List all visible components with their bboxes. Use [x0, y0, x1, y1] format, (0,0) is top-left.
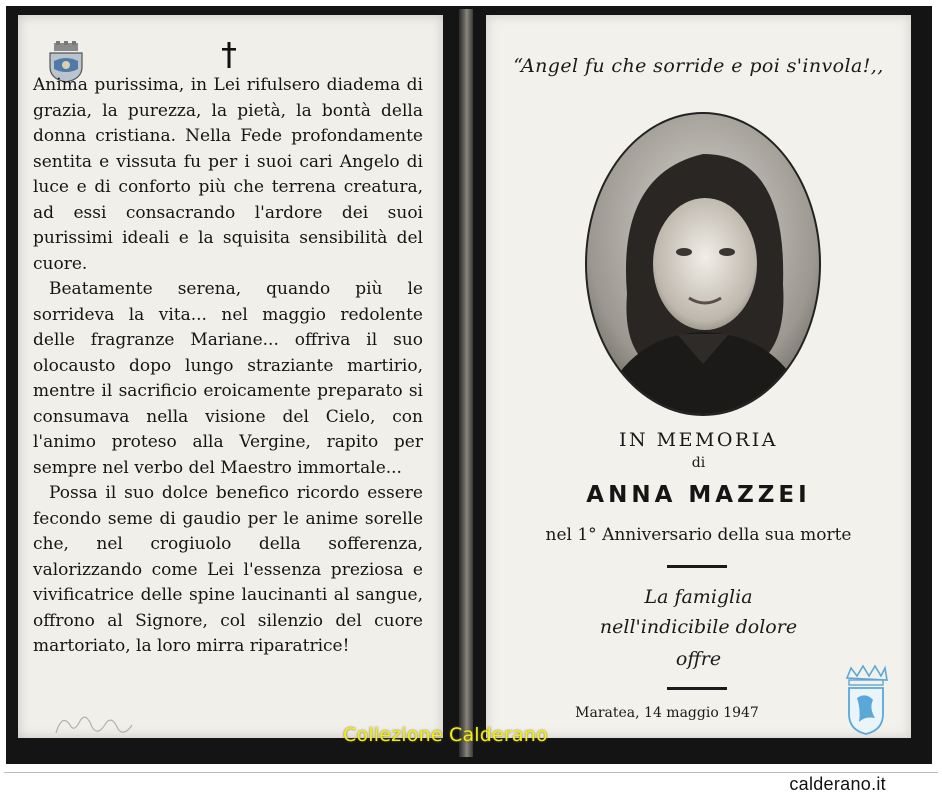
pencil-signature: [52, 703, 172, 743]
family-line-3: offre: [675, 648, 722, 670]
card-fold: [459, 9, 473, 757]
family-line-2: nell'indicibile dolore: [599, 616, 798, 638]
place-and-date: Maratea, 14 maggio 1947: [575, 705, 759, 721]
paragraph-2: Beatamente serena, quando più le sorrideva la vita... nel maggio redolente delle fragranze Mariane... offriva il suo olocausto dopo lungo straziante martirio, mentre il sacrificio eroicamente preparato si consumava nella visione del Cielo, con l'animo proteso alla Vergine, rapito per sempre nel verbo del Maestro immortale...: [33, 279, 423, 478]
paragraph-3: Possa il suo dolce benefico ricordo essere fecondo seme di gaudio per le anime sorelle che, nel crogiuolo della sofferenza, valorizzando come Lei l'essenza preziosa e vivificatrice delle spine laucinanti al sangue, offrono al Signore, col silenzio del cuore martoriato, la loro mirra riparatrice!: [33, 483, 423, 656]
heraldic-crest-icon: [843, 664, 889, 736]
collection-watermark: Collezione Calderano: [343, 724, 548, 746]
dedication-text: [33, 73, 423, 660]
site-credit: calderano.it: [789, 774, 886, 794]
memorial-heading: IN MEMORIA: [618, 429, 779, 451]
heading-connector: di: [691, 455, 706, 471]
anniversary-line: nel 1° Anniversario della sua morte: [545, 525, 852, 545]
deceased-name: ANNA MAZZEI: [586, 482, 811, 508]
divider-top: [667, 565, 727, 568]
epigraph-quote: “Angel fu che sorride e poi s'invola!,,: [513, 55, 884, 77]
family-line-1: La famiglia: [644, 586, 753, 608]
cross-icon: [219, 40, 239, 70]
portrait-photo: [585, 112, 821, 416]
paragraph-1: Anima purissima, in Lei rifulsero diadema di grazia, la purezza, la pietà, la bontà della donna cristiana. Nella Fede profondamente sentita e vissuta fu per i suoi cari Angelo di luce e di conforto più che terrena creatura, ad essi consacrando l'ardore dei suoi purissimi ideali e la squisita sensibilità del cuore.: [33, 75, 423, 274]
divider-bottom: [667, 687, 727, 690]
